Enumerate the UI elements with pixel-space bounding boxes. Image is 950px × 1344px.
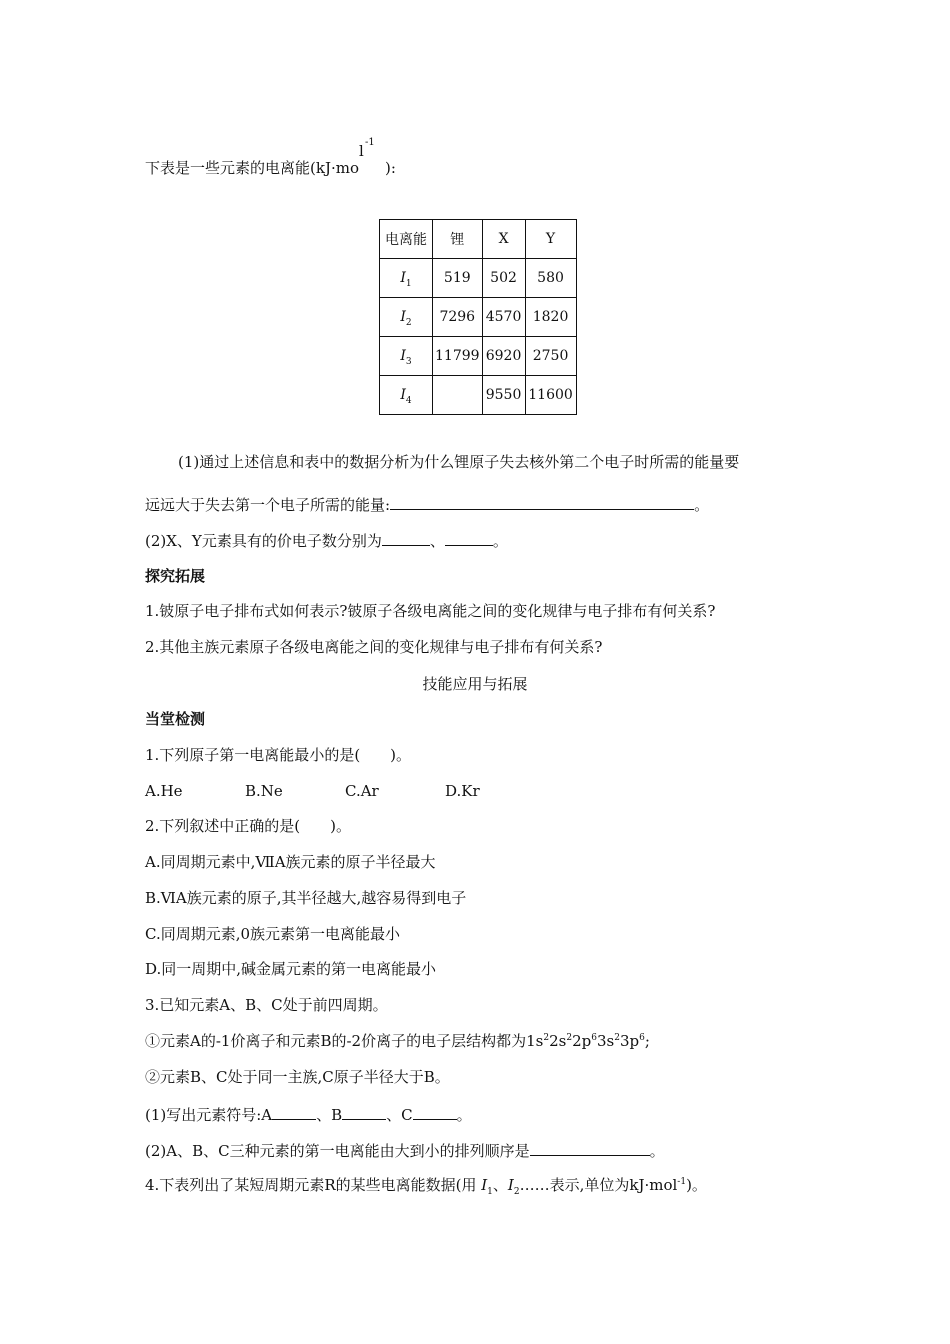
table-cell: 6920: [482, 337, 525, 376]
electron-config: $1s^22s^22p^63s^23p^6$: [526, 1032, 645, 1050]
test-q3-cond1: ①元素A的-1价离子和元素B的-2价离子的电子层结构都为$1s^22s^22p^63s^23p^6$;: [145, 1032, 650, 1050]
answer-blank[interactable]: [445, 529, 493, 546]
test-q2-stem: 2.下列叙述中正确的是( )。: [145, 817, 352, 835]
answer-blank[interactable]: [390, 493, 694, 510]
unit-exp: -1: [364, 137, 375, 148]
explore-title: 探究拓展: [145, 567, 206, 585]
option-c[interactable]: C.Ar: [345, 782, 379, 800]
row-label: $I_1$: [380, 259, 433, 298]
unit-l: l: [358, 142, 364, 160]
q2-line: (2)X、Y元素具有的价电子数分别为 、 。: [145, 529, 508, 551]
test-q3-part2: (2)A、B、C三种元素的第一电离能由大到小的排列顺序是 。: [145, 1139, 665, 1161]
option-d[interactable]: D.同一周期中,碱金属元素的第一电离能最小: [145, 960, 437, 978]
q1-line1: (1)通过上述信息和表中的数据分析为什么锂原子失去核外第二个电子时所需的能量要: [178, 453, 740, 471]
table-cell: 9550: [482, 376, 525, 415]
test-q1-options: [145, 781, 545, 801]
option-c[interactable]: C.同周期元素,0族元素第一电离能最小: [145, 925, 401, 943]
test-q1-stem: 1.下列原子第一电离能最小的是( )。: [145, 746, 412, 764]
option-d[interactable]: D.Kr: [445, 782, 480, 800]
table-row: [380, 337, 577, 376]
table-header-row: [380, 220, 577, 259]
test-q3-stem: 3.已知元素A、B、C处于前四周期。: [145, 996, 388, 1014]
header-cell: X: [482, 220, 525, 259]
answer-blank[interactable]: [342, 1103, 386, 1120]
table-cell: 7296: [433, 298, 483, 337]
option-a[interactable]: A.He: [145, 782, 183, 800]
answer-blank[interactable]: [382, 529, 430, 546]
table-cell: 4570: [482, 298, 525, 337]
row-label: $I_2$: [380, 298, 433, 337]
table-cell: 502: [482, 259, 525, 298]
option-b[interactable]: B.Ne: [245, 782, 283, 800]
intro-line: 下表是一些元素的电离能(kJ·mo l -1 ):: [145, 158, 396, 178]
table-row: [380, 376, 577, 415]
table-cell: 11799: [433, 337, 483, 376]
answer-blank[interactable]: [272, 1103, 316, 1120]
row-label: $I_3$: [380, 337, 433, 376]
option-a[interactable]: A.同周期元素中,ⅦA族元素的原子半径最大: [145, 853, 436, 871]
table-cell: 1820: [525, 298, 576, 337]
row-label: $I_4$: [380, 376, 433, 415]
explore-item-1: 1.铍原子电子排布式如何表示?铍原子各级电离能之间的变化规律与电子排布有何关系?: [145, 602, 716, 620]
q1-line2: 远远大于失去第一个电子所需的能量: 。: [145, 493, 709, 515]
test-title: 当堂检测: [145, 710, 206, 728]
answer-blank[interactable]: [530, 1139, 650, 1156]
ionization-energy-table: [379, 219, 577, 415]
table-row: [380, 298, 577, 337]
table-cell: [433, 376, 483, 415]
header-cell: 锂: [433, 220, 483, 259]
section-title: 技能应用与拓展: [422, 675, 528, 693]
table-cell: 519: [433, 259, 483, 298]
test-q4-stem: 4.下表列出了某短周期元素R的某些电离能数据(用 $I_1$、$I_2\dots\dots$表示,单位为kJ·mol$^{-1}$)。: [145, 1176, 707, 1197]
test-q3-part1: (1)写出元素符号:A 、B 、C 。: [145, 1103, 472, 1125]
table-cell: 11600: [525, 376, 576, 415]
option-b[interactable]: B.ⅥA族元素的原子,其半径越大,越容易得到电子: [145, 889, 467, 907]
header-cell: Y: [525, 220, 576, 259]
test-q3-cond2: ②元素B、C处于同一主族,C原子半径大于B。: [145, 1068, 450, 1086]
explore-item-2: 2.其他主族元素原子各级电离能之间的变化规律与电子排布有何关系?: [145, 638, 603, 656]
table-cell: 580: [525, 259, 576, 298]
header-cell: 电离能: [380, 220, 433, 259]
table-cell: 2750: [525, 337, 576, 376]
table-row: [380, 259, 577, 298]
answer-blank[interactable]: [413, 1103, 457, 1120]
